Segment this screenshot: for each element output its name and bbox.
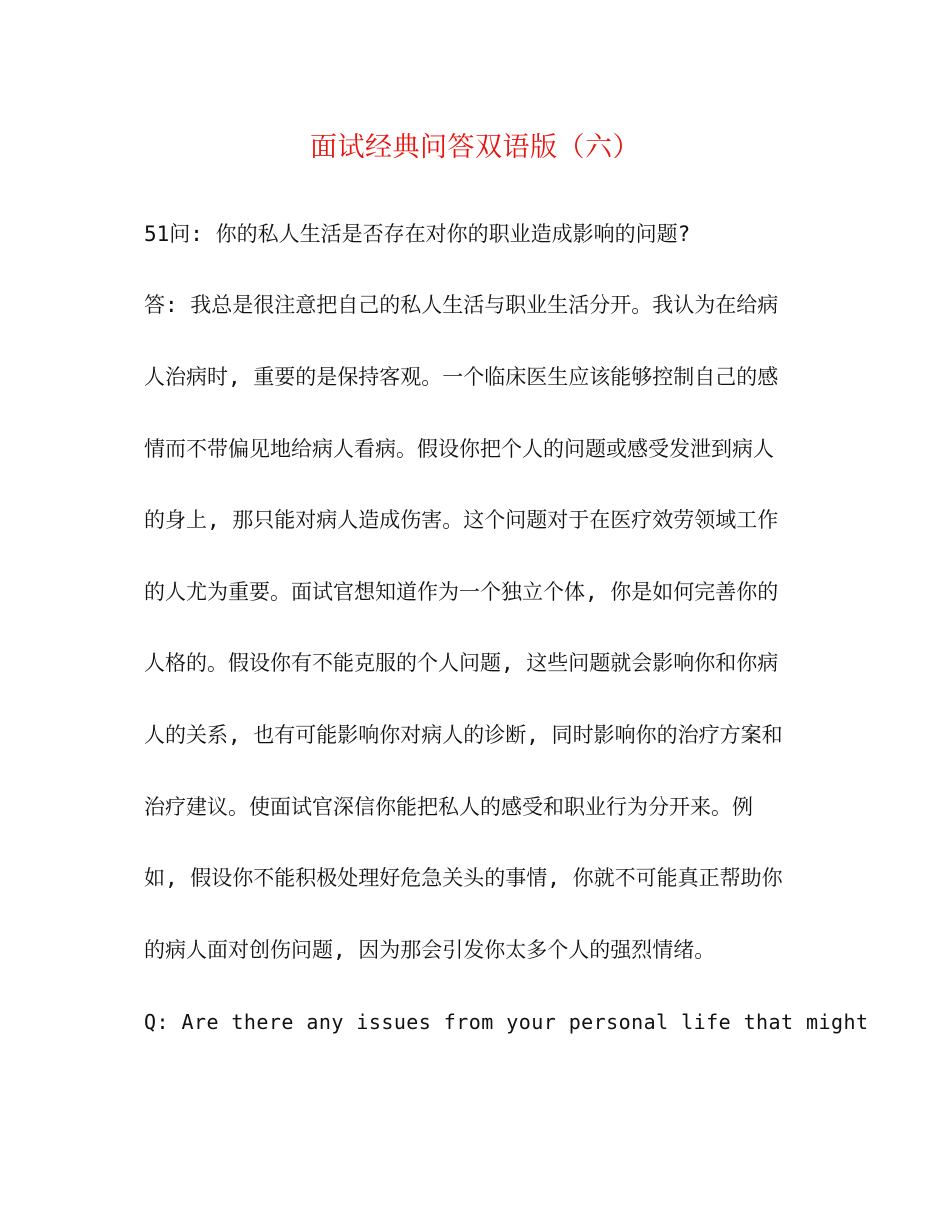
answer-line-3: 情而不带偏见地给病人看病。假设你把个人的问题或感受发泄到病人 [144, 437, 774, 461]
answer-line-2: 人治病时, 重要的是保持客观。一个临床医生应该能够控制自己的感 [144, 365, 779, 389]
answer-line-4: 的身上, 那只能对病人造成伤害。这个问题对于在医疗效劳领域工作 [144, 508, 779, 532]
document-title: 面试经典问答双语版（六） [310, 132, 640, 163]
answer-line-8: 治疗建议。使面试官深信你能把私人的感受和职业行为分开来。例 [144, 795, 753, 819]
answer-line-10: 的病人面对创伤问题, 因为那会引发你太多个人的强烈情绪。 [144, 938, 716, 962]
question-51-line: 51问: 你的私人生活是否存在对你的职业造成影响的问题? [144, 222, 691, 246]
answer-line-9: 如, 假设你不能积极处理好危急关头的事情, 你就不可能真正帮助你 [144, 866, 783, 890]
english-question-line: Q: Are there any issues from your personal life that might [144, 1010, 869, 1034]
answer-line-7: 人的关系, 也有可能影响你对病人的诊断, 同时影响你的治疗方案和 [144, 723, 783, 747]
answer-line-6: 人格的。假设你有不能克服的个人问题, 这些问题就会影响你和你病 [144, 651, 779, 675]
answer-line-5: 的人尤为重要。面试官想知道作为一个独立个体, 你是如何完善你的 [144, 580, 779, 604]
answer-line-1: 答: 我总是很注意把自己的私人生活与职业生活分开。我认为在给病 [144, 293, 779, 317]
